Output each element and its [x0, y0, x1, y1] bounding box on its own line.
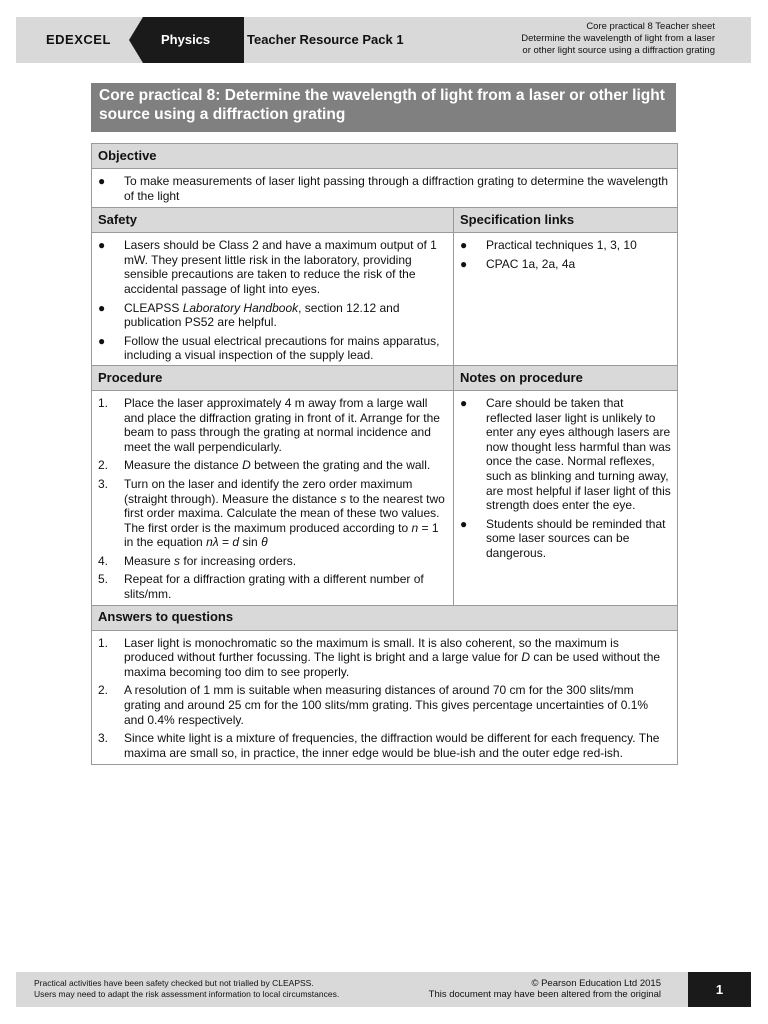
objective-text: To make measurements of laser light passing through a diffraction grating to determine the wavelength of the light: [124, 174, 669, 203]
handbook-title: Laboratory Handbook: [182, 300, 299, 315]
objective-row: [92, 169, 678, 208]
sheet-info: [521, 21, 715, 57]
bullet-icon: ●: [460, 238, 468, 253]
note-text: Care should be taken that reflected laser light is unlikely to enter any eyes although lasers are now thought less harmful than was once the case. Normal reflexes, such as blinking and turning away, are most helpful if laser light of this strength does enter the eye.: [486, 395, 671, 513]
answer-number: 3.: [98, 731, 109, 746]
answer-number: 2.: [98, 683, 109, 698]
list-item: [460, 396, 671, 513]
objective-heading-row: [92, 144, 678, 169]
list-item: [460, 517, 671, 561]
answer-text: A resolution of 1 mm is suitable when measuring distances of around 70 cm for the 300 slits/mm grating and around 25 cm for the 100 slits/mm grating. This gives percentage uncertainties of 0.1% and 0.4% respectively.: [124, 683, 649, 727]
subject-tab: [129, 17, 244, 63]
bullet-icon: ●: [98, 300, 106, 315]
list-item: [98, 458, 447, 473]
list-item: [98, 554, 447, 569]
list-item: [98, 636, 671, 680]
list-item: [98, 334, 447, 363]
copyright-line1: © Pearson Education Ltd 2015: [531, 978, 661, 989]
step-number: 1.: [98, 395, 109, 410]
list-item: [98, 174, 671, 203]
bullet-icon: ●: [460, 516, 468, 531]
safety-row: [92, 233, 678, 366]
list-item: [98, 572, 447, 601]
answer-number: 1.: [98, 635, 109, 650]
bullet-icon: ●: [98, 174, 106, 188]
list-item: [98, 477, 447, 550]
step-number: 3.: [98, 476, 109, 491]
procedure-heading-row: [92, 365, 678, 390]
page-number: 1: [688, 972, 751, 1007]
pack-title: Teacher Resource Pack 1: [247, 32, 404, 47]
list-item: [460, 257, 671, 272]
bullet-icon: ●: [98, 238, 106, 253]
sheet-info-line2: Determine the wavelength of light from a laser: [521, 33, 715, 44]
practical-table: [91, 143, 678, 765]
bullet-icon: ●: [98, 333, 106, 348]
procedure-step: Measure the distance D between the grating and the wall.: [124, 458, 431, 473]
bullet-icon: ●: [460, 256, 468, 271]
spec-link-text: CPAC 1a, 2a, 4a: [486, 256, 576, 271]
list-item: [98, 683, 671, 727]
page-footer: [16, 972, 751, 1007]
copyright: [429, 978, 661, 1000]
answer-text: Since white light is a mixture of frequencies, the diffraction would be different for each frequency. The maxima are small so, in practice, the inner edge would be blue-ish and the outer edge red-ish.: [124, 731, 660, 760]
safety-text: Lasers should be Class 2 and have a maximum output of 1 mW. They present little risk in the laboratory, providing sensible precautions are taken to reduce the risk of the accidental passage of light into eyes.: [124, 238, 437, 296]
list-item: [98, 731, 671, 760]
spec-links-heading: Specification links: [454, 208, 678, 233]
board-name: EDEXCEL: [46, 32, 111, 47]
step-number: 2.: [98, 458, 109, 473]
bullet-icon: ●: [460, 395, 468, 410]
objective-heading: Objective: [92, 144, 678, 169]
safety-heading-row: [92, 208, 678, 233]
note-text: Students should be reminded that some laser sources can be dangerous.: [486, 516, 666, 560]
answers-row: [92, 630, 678, 765]
list-item: [460, 238, 671, 253]
answers-heading: Answers to questions: [92, 605, 678, 630]
safety-disclaimer: [34, 978, 339, 1000]
disclaimer-line1: Practical activities have been safety checked but not trialled by CLEAPSS.: [34, 978, 314, 988]
step-number: 5.: [98, 572, 109, 587]
safety-heading: Safety: [92, 208, 454, 233]
sheet-info-line3: or other light source using a diffraction grating: [522, 45, 715, 56]
safety-text: Follow the usual electrical precautions for mains apparatus, including a visual inspection of the supply lead.: [124, 333, 440, 363]
copyright-line2: This document may have been altered from the original: [428, 989, 661, 1000]
step-number: 4.: [98, 553, 109, 568]
procedure-heading: Procedure: [92, 365, 454, 390]
answers-heading-row: [92, 605, 678, 630]
list-item: [98, 396, 447, 454]
procedure-step: Turn on the laser and identify the zero order maximum (straight through). Measure the distance s to the nearest two first order maxima. Calculate the mean of these two values. The first order is the maximum produced according to n = 1 in the equation nλ = d sin θ: [124, 476, 445, 550]
spec-link-text: Practical techniques 1, 3, 10: [486, 238, 637, 253]
subject-label: Physics: [161, 32, 211, 47]
procedure-step: Place the laser approximately 4 m away from a large wall and place the diffraction grating in front of it. Arrange for the beam to pass through the grating at normal incidence and meet the wall perpendicularly.: [124, 395, 440, 454]
disclaimer-line2: Users may need to adapt the risk assessment information to local circumstances.: [34, 989, 340, 999]
procedure-step: Measure s for increasing orders.: [124, 553, 297, 568]
answer-text: Laser light is monochromatic so the maximum is small. It is also coherent, so the maximum is produced without further focussing. The light is bright and a large value for D can be used without the maxima becoming too dim to see properly.: [124, 635, 661, 679]
page-header: [16, 17, 751, 63]
sheet-info-line1: Core practical 8 Teacher sheet: [586, 21, 715, 32]
procedure-step: Repeat for a diffraction grating with a different number of slits/mm.: [124, 572, 424, 602]
page-title: Core practical 8: Determine the wavelength of light from a laser or other light source using a diffraction grating: [91, 83, 676, 132]
notes-heading: Notes on procedure: [454, 365, 678, 390]
list-item: [98, 238, 447, 296]
list-item: [98, 301, 447, 330]
procedure-row: [92, 390, 678, 605]
safety-text: CLEAPSS Laboratory Handbook, section 12.12 and publication PS52 are helpful.: [124, 300, 400, 330]
